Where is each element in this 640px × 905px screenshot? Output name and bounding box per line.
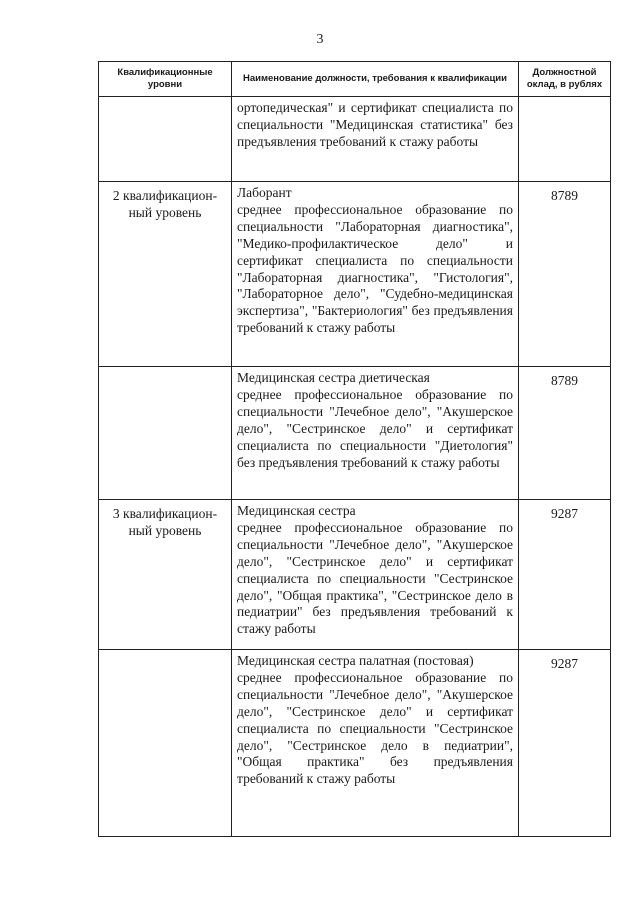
table-header-row xyxy=(99,62,611,97)
salary-value xyxy=(519,97,611,182)
position-requirements: среднее профессиональное образование по специальности "Лабораторная диагностика", "Медико-профилактическое дело" и сертификат специалиста по специальности "Лабораторная диагностика", "Гистология", "Лабораторное дело", "Судебно-медицинская экспертиза", "Бактериология" без предъявления требований к стажу работы xyxy=(237,201,513,336)
table-row xyxy=(99,97,611,182)
position-description xyxy=(232,97,519,182)
qualification-table xyxy=(98,61,611,837)
page-number: 3 xyxy=(316,32,324,47)
position-description xyxy=(232,650,519,837)
position-requirements: ортопедическая" и сертификат специалиста по специальности "Медицинская статистика" без предъявления требований к стажу работы xyxy=(237,100,513,149)
qualification-level xyxy=(99,97,232,182)
table-row xyxy=(99,367,611,500)
header-salary: Должностной оклад, в рублях xyxy=(519,62,611,97)
position-description xyxy=(232,500,519,650)
position-requirements: среднее профессиональное образование по специальности "Лечебное дело", "Акушерское дело", "Сестринское дело" и сертификат специалиста по специальности "Сестринское дело", "Общая практика", "Сестринское дело в педиатрии" без предъявления требований к стажу работы xyxy=(237,519,513,637)
table-row xyxy=(99,650,611,837)
header-level: Квалификационные уровни xyxy=(99,62,232,97)
position-title: Медицинская сестра диетическая xyxy=(237,370,430,385)
position-title: Лаборант xyxy=(237,185,292,200)
table-row xyxy=(99,500,611,650)
position-requirements: среднее профессиональное образование по специальности "Лечебное дело", "Акушерское дело", "Сестринское дело" и сертификат специалиста по специальности "Диетология" без предъявления требований к стажу работы xyxy=(237,386,513,470)
qualification-level: 2 квалификационный уровень xyxy=(99,182,232,367)
position-description xyxy=(232,182,519,367)
salary-value: 8789 xyxy=(519,182,611,367)
header-position: Наименование должности, требования к квалификации xyxy=(232,62,519,97)
salary-value: 9287 xyxy=(519,650,611,837)
table-row xyxy=(99,182,611,367)
salary-value: 8789 xyxy=(519,367,611,500)
position-title: Медицинская сестра палатная (постовая) xyxy=(237,653,474,668)
qualification-level xyxy=(99,650,232,837)
salary-value: 9287 xyxy=(519,500,611,650)
qualification-level xyxy=(99,367,232,500)
qualification-level: 3 квалификационный уровень xyxy=(99,500,232,650)
position-requirements: среднее профессиональное образование по специальности "Лечебное дело", "Акушерское дело", "Сестринское дело" и сертификат специалиста по специальности "Сестринское дело", "Сестринское дело в педиатрии", "Общая практика" без предъявления требований к стажу работы xyxy=(237,669,513,787)
position-description xyxy=(232,367,519,500)
position-title: Медицинская сестра xyxy=(237,503,356,518)
